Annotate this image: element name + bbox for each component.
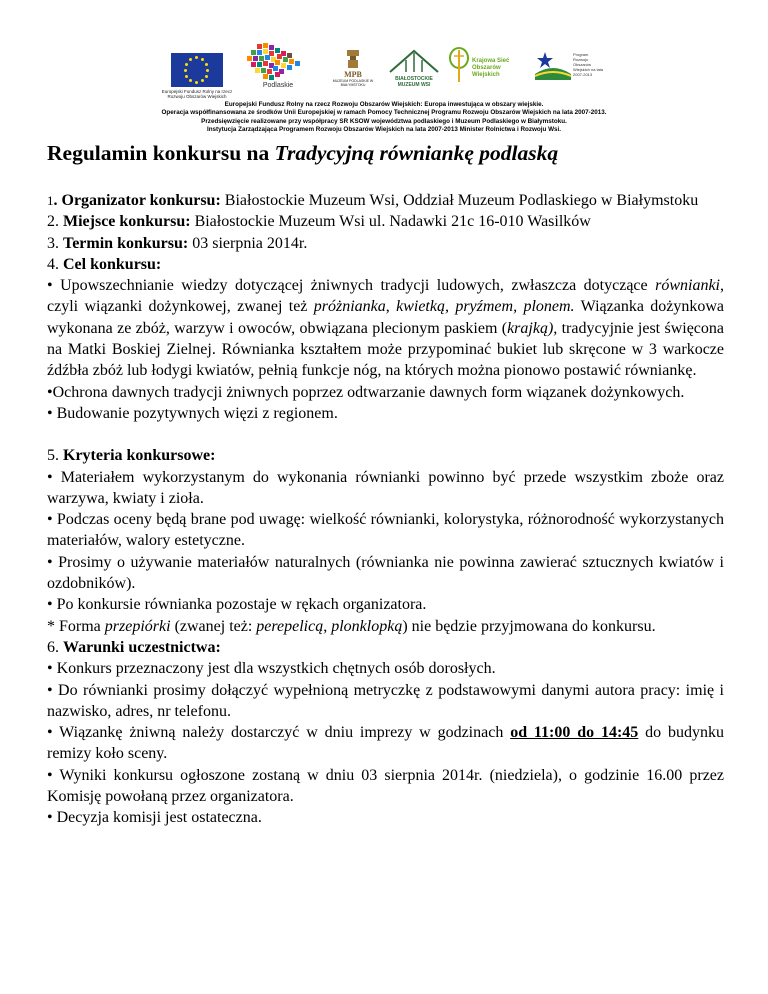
funding-line: Operacja współfinansowana ze środków Unii Europejskiej w ramach Pomocy Technicznej Programu Rozwoju Obszarów Wiejskich na lata 2007-2013.: [161, 109, 607, 117]
prow-logo: [533, 48, 603, 92]
prow-label: Program Rozwoju Obszarów Wiejskich na lata 2007-2013: [573, 52, 604, 77]
funding-notice: [0, 101, 768, 134]
section-criteria: 5. Kryteria konkursowe:: [47, 447, 216, 465]
section-goal: 4. Cel konkursu:: [47, 255, 162, 273]
mpb-label: MPB: [344, 70, 362, 79]
delivery-hours: od 11:00 do 14:45: [510, 724, 639, 742]
title-prefix: Regulamin konkursu na: [47, 141, 275, 165]
museum-building-icon: [330, 48, 376, 70]
section-conditions: 6. Warunki uczestnictwa:: [47, 638, 221, 656]
section-label: Miejsce konkursu:: [63, 213, 191, 231]
bullet-item: * Forma przepiórki (zwanej też: perepelicą, plonklopką) nie będzie przyjmowana do konkursu.: [47, 617, 656, 635]
bullet-item: •Ochrona dawnych tradycji żniwnych poprzez odtwarzanie dawnych form wiązanek dożynkowych.: [47, 383, 685, 401]
mpb-caption: MUZEUM PODLASKIE W BIAŁYMSTOKU: [332, 79, 374, 87]
section-date: 3. Termin konkursu: 03 sierpnia 2014r.: [47, 234, 308, 252]
prow-star-icon: [533, 48, 573, 84]
bullet-item: • Wiązankę żniwną należy dostarczyć w dniu imprezy w godzinach od 11:00 do 14:45 do budynku remizy koło sceny.: [47, 724, 725, 763]
bullet-item: • Materiałem wykorzystanym do wykonania równianki powinno być przede wszystkim zboże oraz warzywa, kwiaty i zioła.: [47, 468, 724, 507]
page-title: [47, 141, 558, 166]
title-italic: Tradycyjną równiankę podlaską: [274, 141, 559, 165]
farmhouse-icon: [384, 48, 444, 76]
spacer: [47, 424, 724, 445]
section-label: Cel konkursu:: [63, 255, 162, 273]
bullet-item: • Konkurs przeznaczony jest dla wszystkich chętnych osób dorosłych.: [47, 660, 496, 678]
funding-line: Przedsięwzięcie realizowane przy współpracy SR KSOW województwa podlaskiego i Muzeum Podlaskiego w Białymstoku.: [201, 117, 567, 125]
funding-line: Europejski Fundusz Rolny na rzecz Rozwoju Obszarów Wiejskich: Europa inwestująca w obszary wiejskie.: [224, 101, 544, 108]
logo-bar: [0, 40, 768, 102]
section-label: Warunki uczestnictwa:: [63, 638, 221, 656]
ksow-logo: [448, 46, 520, 92]
ksow-label: Krajowa Sieć Obszarów Wiejskich: [472, 58, 510, 78]
bullet-item: • Podczas oceny będą brane pod uwagę: wielkość równianki, kolorystyka, różnorodność wykorzystanych materiałów, walory estetyczne.: [47, 511, 724, 550]
eu-flag-icon: [171, 53, 223, 87]
bmw-logo: [384, 48, 444, 96]
bmw-label: BIAŁOSTOCKIE MUZEUM WSI: [395, 76, 433, 88]
mpb-logo: [330, 48, 376, 92]
bullet-item: • Upowszechnianie wiedzy dotyczącej żniwnych tradycji ludowych, zwłaszcza dotyczące równianki, czyli wiązanki dożynkowej, zwanej też próżnianka, kwietką, pryźmem, plonem. Wiązanka dożynkowa wykonana ze zbóż, warzyw i owoców, obwiązana plecionym paskiem (krajką), tradycyjnie jest święcona na Matki Boskiej Zielnej. Równianka kształtem może przypominać bukiet lub skręcone w 3 warkocze źdźbła zbóż lub łodygi kwiatów, pełnią funkcje nóg, na których można pionowo postawić równiankę.: [47, 277, 725, 380]
podlaskie-label: Podlaskie: [262, 82, 294, 89]
regulations-body: [47, 190, 724, 829]
bullet-item: • Budowanie pozytywnych więzi z regionem.: [47, 404, 338, 422]
bullet-item: • Do równianki prosimy dołączyć wypełnioną metryczkę z podstawowymi danymi autora pracy: imię i nazwisko, adres, nr telefonu.: [47, 681, 724, 720]
section-location: 2. Miejsce konkursu: Białostockie Muzeum Wsi ul. Nadawki 21c 16-010 Wasilków: [47, 213, 591, 231]
section-label: . Organizator konkursu:: [53, 192, 221, 209]
podlaskie-logo: [243, 42, 311, 92]
eu-caption: Europejski Fundusz Rolny na rzecz Rozwoju Obszarów Wiejskich: [161, 89, 233, 99]
bullet-item: • Po konkursie równianka pozostaje w rękach organizatora.: [47, 596, 427, 614]
bullet-item: • Wyniki konkursu ogłoszone zostaną w dniu 03 sierpnia 2014r. (niedziela), o godzinie 16.00 przez Komisję powołaną przez organizatora.: [47, 766, 724, 806]
bullet-item: • Prosimy o używanie materiałów naturalnych (równianka nie powinna zawierać sztucznych kwiatów i ozdobników).: [47, 553, 724, 593]
section-label: Termin konkursu:: [63, 234, 189, 252]
section-label: Kryteria konkursowe:: [63, 447, 216, 465]
bullet-item: • Decyzja komisji jest ostateczna.: [47, 809, 262, 827]
funding-line: Instytucja Zarządzająca Programem Rozwoju Obszarów Wiejskich na lata 2007-2013 Minister Rolnictwa i Rozwoju Wsi.: [206, 125, 562, 133]
section-number: 1: [47, 193, 54, 208]
section-organizer: 1. Organizator konkursu: Białostockie Muzeum Wsi, Oddział Muzeum Podlaskiego w Białymstoku: [47, 192, 699, 209]
podlaskie-mosaic-icon: [243, 42, 311, 82]
wheat-icon: [448, 46, 470, 84]
